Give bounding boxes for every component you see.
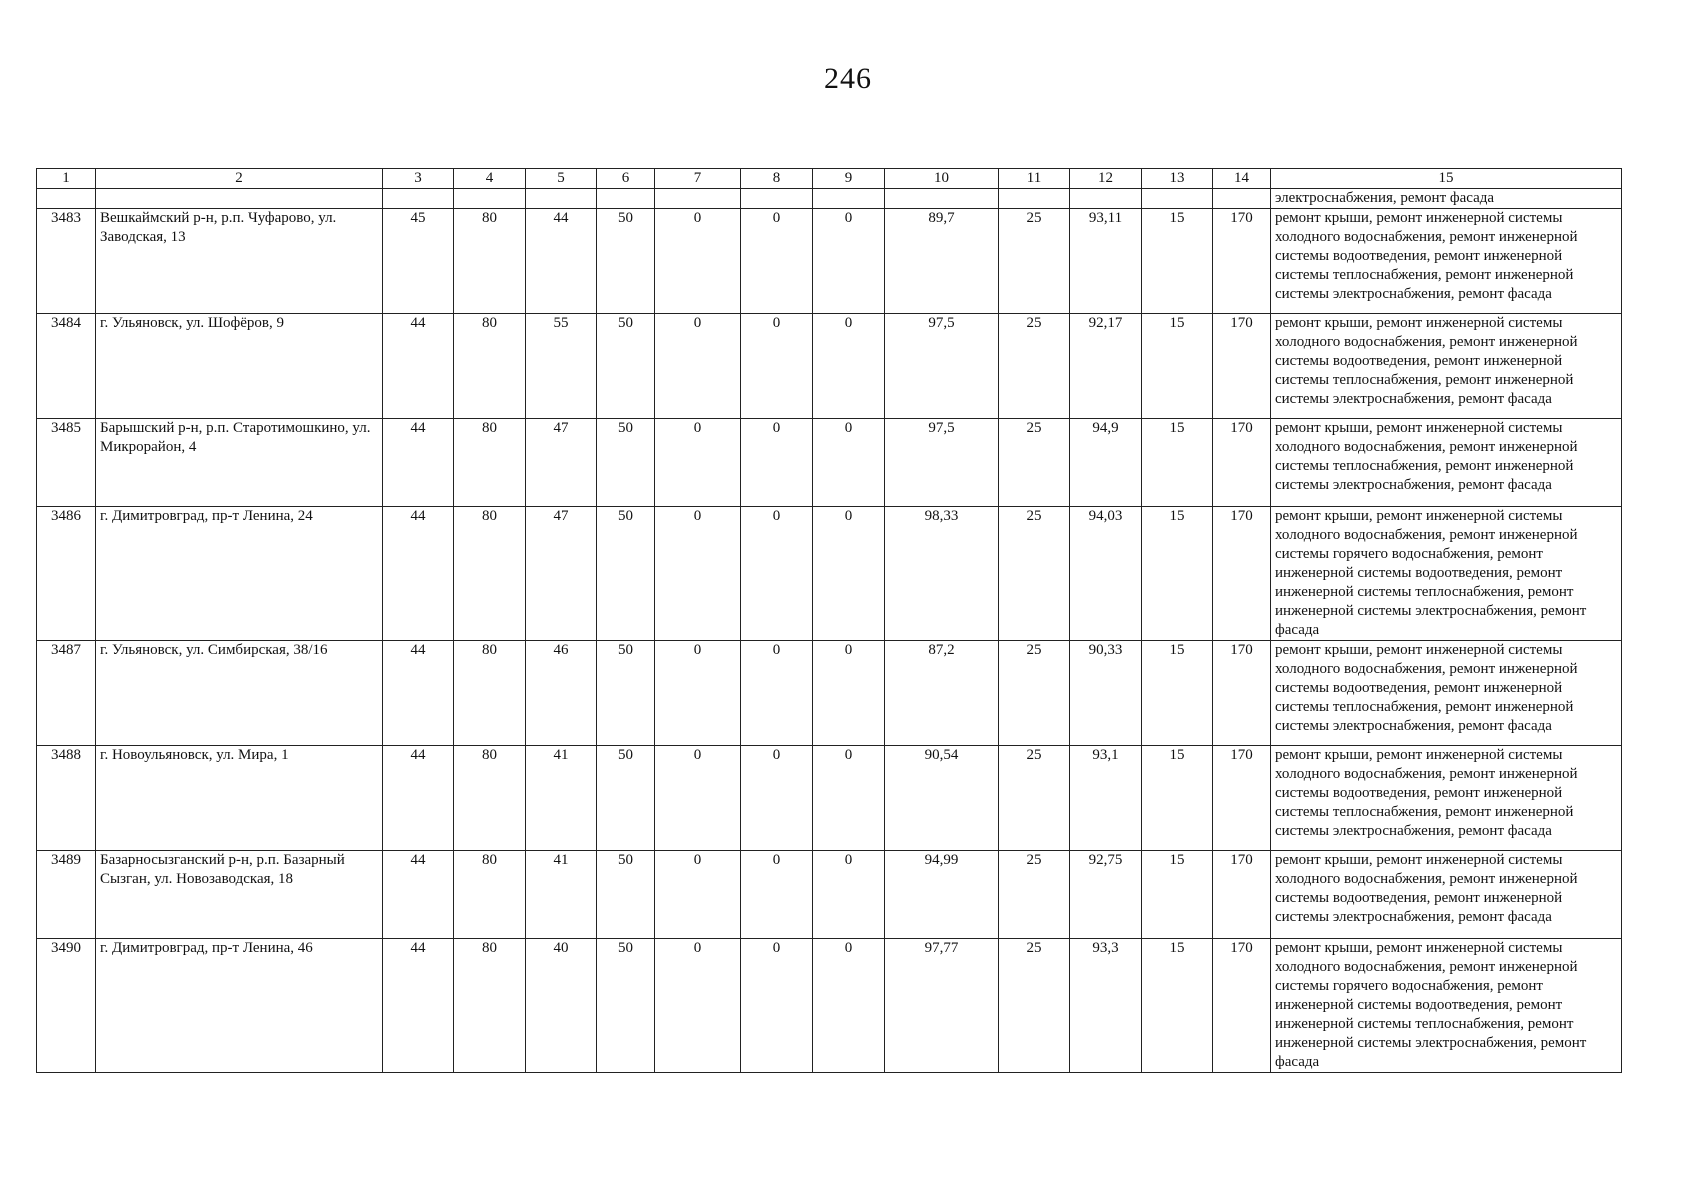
- value-cell-c12: 93,3: [1070, 939, 1142, 1073]
- value-cell-c6: 50: [597, 641, 655, 746]
- value-cell-c5: 41: [526, 746, 597, 851]
- value-cell-c11: 25: [999, 209, 1070, 314]
- address-cell: г. Димитровград, пр-т Ленина, 46: [96, 939, 383, 1073]
- address-cell: Вешкаймский р-н, р.п. Чуфарово, ул. Заводская, 13: [96, 209, 383, 314]
- row-id-cell: 3488: [37, 746, 96, 851]
- column-header: 8: [741, 169, 813, 189]
- value-cell-c6: 50: [597, 507, 655, 641]
- page-number: 246: [824, 62, 872, 95]
- continuation-works-cell: электроснабжения, ремонт фасада: [1271, 189, 1622, 209]
- value-cell-c6: 50: [597, 851, 655, 939]
- column-header: 13: [1142, 169, 1213, 189]
- value-cell-c14: 170: [1213, 314, 1271, 419]
- value-cell-c9: 0: [813, 209, 885, 314]
- row-id-cell: 3485: [37, 419, 96, 507]
- value-cell-c5: 44: [526, 209, 597, 314]
- works-cell: ремонт крыши, ремонт инженерной системы холодного водоснабжения, ремонт инженерной системы горячего водоснабжения, ремонт инженерной системы водоотведения, ремонт инженерной системы теплоснабжения, ремонт инженерной системы электроснабжения, ремонт фасада: [1271, 939, 1622, 1073]
- value-cell-c10: 98,33: [885, 507, 999, 641]
- value-cell-c4: 80: [454, 939, 526, 1073]
- register-table: [36, 168, 1622, 1073]
- works-cell: ремонт крыши, ремонт инженерной системы холодного водоснабжения, ремонт инженерной системы теплоснабжения, ремонт инженерной системы электроснабжения, ремонт фасада: [1271, 419, 1622, 507]
- column-header: 5: [526, 169, 597, 189]
- value-cell-c6: 50: [597, 419, 655, 507]
- row-id-cell: 3490: [37, 939, 96, 1073]
- value-cell-c6: 50: [597, 746, 655, 851]
- value-cell-c11: 25: [999, 314, 1070, 419]
- value-cell-c14: 170: [1213, 851, 1271, 939]
- column-number-row: [37, 169, 1622, 189]
- value-cell-c7: 0: [655, 939, 741, 1073]
- works-cell: ремонт крыши, ремонт инженерной системы холодного водоснабжения, ремонт инженерной системы горячего водоснабжения, ремонт инженерной системы водоотведения, ремонт инженерной системы теплоснабжения, ремонт инженерной системы электроснабжения, ремонт фасада: [1271, 507, 1622, 641]
- value-cell-c11: 25: [999, 419, 1070, 507]
- value-cell-c8: 0: [741, 209, 813, 314]
- row-id-cell: 3486: [37, 507, 96, 641]
- value-cell-c11: 25: [999, 507, 1070, 641]
- value-cell-c6: 50: [597, 314, 655, 419]
- value-cell-c6: 50: [597, 939, 655, 1073]
- value-cell-c4: 80: [454, 507, 526, 641]
- works-cell: ремонт крыши, ремонт инженерной системы холодного водоснабжения, ремонт инженерной системы водоотведения, ремонт инженерной системы электроснабжения, ремонт фасада: [1271, 851, 1622, 939]
- value-cell-c9: 0: [813, 314, 885, 419]
- value-cell-c13: 15: [1142, 851, 1213, 939]
- value-cell-c5: 40: [526, 939, 597, 1073]
- table-row: [37, 641, 1622, 746]
- column-header: 1: [37, 169, 96, 189]
- works-cell: ремонт крыши, ремонт инженерной системы холодного водоснабжения, ремонт инженерной системы водоотведения, ремонт инженерной системы теплоснабжения, ремонт инженерной системы электроснабжения, ремонт фасада: [1271, 641, 1622, 746]
- table-row: [37, 851, 1622, 939]
- value-cell-c14: 170: [1213, 419, 1271, 507]
- value-cell-c11: 25: [999, 746, 1070, 851]
- value-cell-c8: 0: [741, 314, 813, 419]
- value-cell-c3: 44: [383, 746, 454, 851]
- value-cell-c13: 15: [1142, 314, 1213, 419]
- value-cell-c5: 46: [526, 641, 597, 746]
- value-cell-c9: 0: [813, 507, 885, 641]
- value-cell-c7: 0: [655, 419, 741, 507]
- value-cell-c7: 0: [655, 314, 741, 419]
- column-header: 10: [885, 169, 999, 189]
- value-cell-c4: 80: [454, 641, 526, 746]
- value-cell-c4: 80: [454, 419, 526, 507]
- value-cell-c9: 0: [813, 419, 885, 507]
- value-cell-c4: 80: [454, 746, 526, 851]
- row-id-cell: 3489: [37, 851, 96, 939]
- value-cell-c10: 90,54: [885, 746, 999, 851]
- value-cell-c5: 47: [526, 419, 597, 507]
- value-cell-c10: 94,99: [885, 851, 999, 939]
- value-cell-c11: 25: [999, 939, 1070, 1073]
- value-cell-c14: 170: [1213, 209, 1271, 314]
- value-cell-c12: 93,1: [1070, 746, 1142, 851]
- value-cell-c9: 0: [813, 851, 885, 939]
- value-cell-c12: 93,11: [1070, 209, 1142, 314]
- value-cell-c7: 0: [655, 507, 741, 641]
- value-cell-c8: 0: [741, 746, 813, 851]
- address-cell: г. Димитровград, пр-т Ленина, 24: [96, 507, 383, 641]
- value-cell-c9: 0: [813, 939, 885, 1073]
- value-cell-c7: 0: [655, 746, 741, 851]
- value-cell-c7: 0: [655, 641, 741, 746]
- value-cell-c8: 0: [741, 507, 813, 641]
- table-row: [37, 507, 1622, 641]
- value-cell-c3: 44: [383, 419, 454, 507]
- column-header: 4: [454, 169, 526, 189]
- value-cell-c13: 15: [1142, 209, 1213, 314]
- row-id-cell: 3487: [37, 641, 96, 746]
- value-cell-c13: 15: [1142, 939, 1213, 1073]
- works-cell: ремонт крыши, ремонт инженерной системы холодного водоснабжения, ремонт инженерной системы водоотведения, ремонт инженерной системы теплоснабжения, ремонт инженерной системы электроснабжения, ремонт фасада: [1271, 314, 1622, 419]
- address-cell: г. Ульяновск, ул. Симбирская, 38/16: [96, 641, 383, 746]
- value-cell-c14: 170: [1213, 641, 1271, 746]
- column-header: 9: [813, 169, 885, 189]
- value-cell-c13: 15: [1142, 641, 1213, 746]
- column-header: 3: [383, 169, 454, 189]
- table-row: [37, 419, 1622, 507]
- table-row: [37, 939, 1622, 1073]
- value-cell-c6: 50: [597, 209, 655, 314]
- value-cell-c9: 0: [813, 746, 885, 851]
- value-cell-c12: 94,03: [1070, 507, 1142, 641]
- value-cell-c14: 170: [1213, 939, 1271, 1073]
- value-cell-c5: 55: [526, 314, 597, 419]
- value-cell-c8: 0: [741, 851, 813, 939]
- value-cell-c3: 44: [383, 314, 454, 419]
- value-cell-c12: 92,75: [1070, 851, 1142, 939]
- value-cell-c14: 170: [1213, 507, 1271, 641]
- table-row: [37, 746, 1622, 851]
- continuation-row: [37, 189, 1622, 209]
- column-header: 6: [597, 169, 655, 189]
- table-row: [37, 314, 1622, 419]
- value-cell-c4: 80: [454, 209, 526, 314]
- column-header: 2: [96, 169, 383, 189]
- address-cell: Барышский р-н, р.п. Старотимошкино, ул. Микрорайон, 4: [96, 419, 383, 507]
- value-cell-c3: 45: [383, 209, 454, 314]
- value-cell-c7: 0: [655, 851, 741, 939]
- column-header: 7: [655, 169, 741, 189]
- value-cell-c8: 0: [741, 939, 813, 1073]
- row-id-cell: 3484: [37, 314, 96, 419]
- value-cell-c5: 41: [526, 851, 597, 939]
- value-cell-c10: 97,5: [885, 314, 999, 419]
- value-cell-c3: 44: [383, 851, 454, 939]
- value-cell-c9: 0: [813, 641, 885, 746]
- column-header: 12: [1070, 169, 1142, 189]
- value-cell-c13: 15: [1142, 746, 1213, 851]
- value-cell-c10: 87,2: [885, 641, 999, 746]
- works-cell: ремонт крыши, ремонт инженерной системы холодного водоснабжения, ремонт инженерной системы водоотведения, ремонт инженерной системы теплоснабжения, ремонт инженерной системы электроснабжения, ремонт фасада: [1271, 209, 1622, 314]
- value-cell-c4: 80: [454, 851, 526, 939]
- value-cell-c4: 80: [454, 314, 526, 419]
- value-cell-c8: 0: [741, 641, 813, 746]
- column-header: 14: [1213, 169, 1271, 189]
- works-cell: ремонт крыши, ремонт инженерной системы холодного водоснабжения, ремонт инженерной системы водоотведения, ремонт инженерной системы теплоснабжения, ремонт инженерной системы электроснабжения, ремонт фасада: [1271, 746, 1622, 851]
- value-cell-c13: 15: [1142, 419, 1213, 507]
- value-cell-c12: 92,17: [1070, 314, 1142, 419]
- column-header: 11: [999, 169, 1070, 189]
- value-cell-c7: 0: [655, 209, 741, 314]
- value-cell-c12: 94,9: [1070, 419, 1142, 507]
- value-cell-c12: 90,33: [1070, 641, 1142, 746]
- value-cell-c8: 0: [741, 419, 813, 507]
- value-cell-c13: 15: [1142, 507, 1213, 641]
- value-cell-c11: 25: [999, 851, 1070, 939]
- value-cell-c3: 44: [383, 507, 454, 641]
- value-cell-c10: 97,5: [885, 419, 999, 507]
- value-cell-c14: 170: [1213, 746, 1271, 851]
- address-cell: г. Ульяновск, ул. Шофёров, 9: [96, 314, 383, 419]
- value-cell-c10: 97,77: [885, 939, 999, 1073]
- table-row: [37, 209, 1622, 314]
- address-cell: Базарносызганский р-н, р.п. Базарный Сызган, ул. Новозаводская, 18: [96, 851, 383, 939]
- value-cell-c3: 44: [383, 939, 454, 1073]
- value-cell-c10: 89,7: [885, 209, 999, 314]
- column-header: 15: [1271, 169, 1622, 189]
- value-cell-c5: 47: [526, 507, 597, 641]
- address-cell: г. Новоульяновск, ул. Мира, 1: [96, 746, 383, 851]
- value-cell-c11: 25: [999, 641, 1070, 746]
- value-cell-c3: 44: [383, 641, 454, 746]
- row-id-cell: 3483: [37, 209, 96, 314]
